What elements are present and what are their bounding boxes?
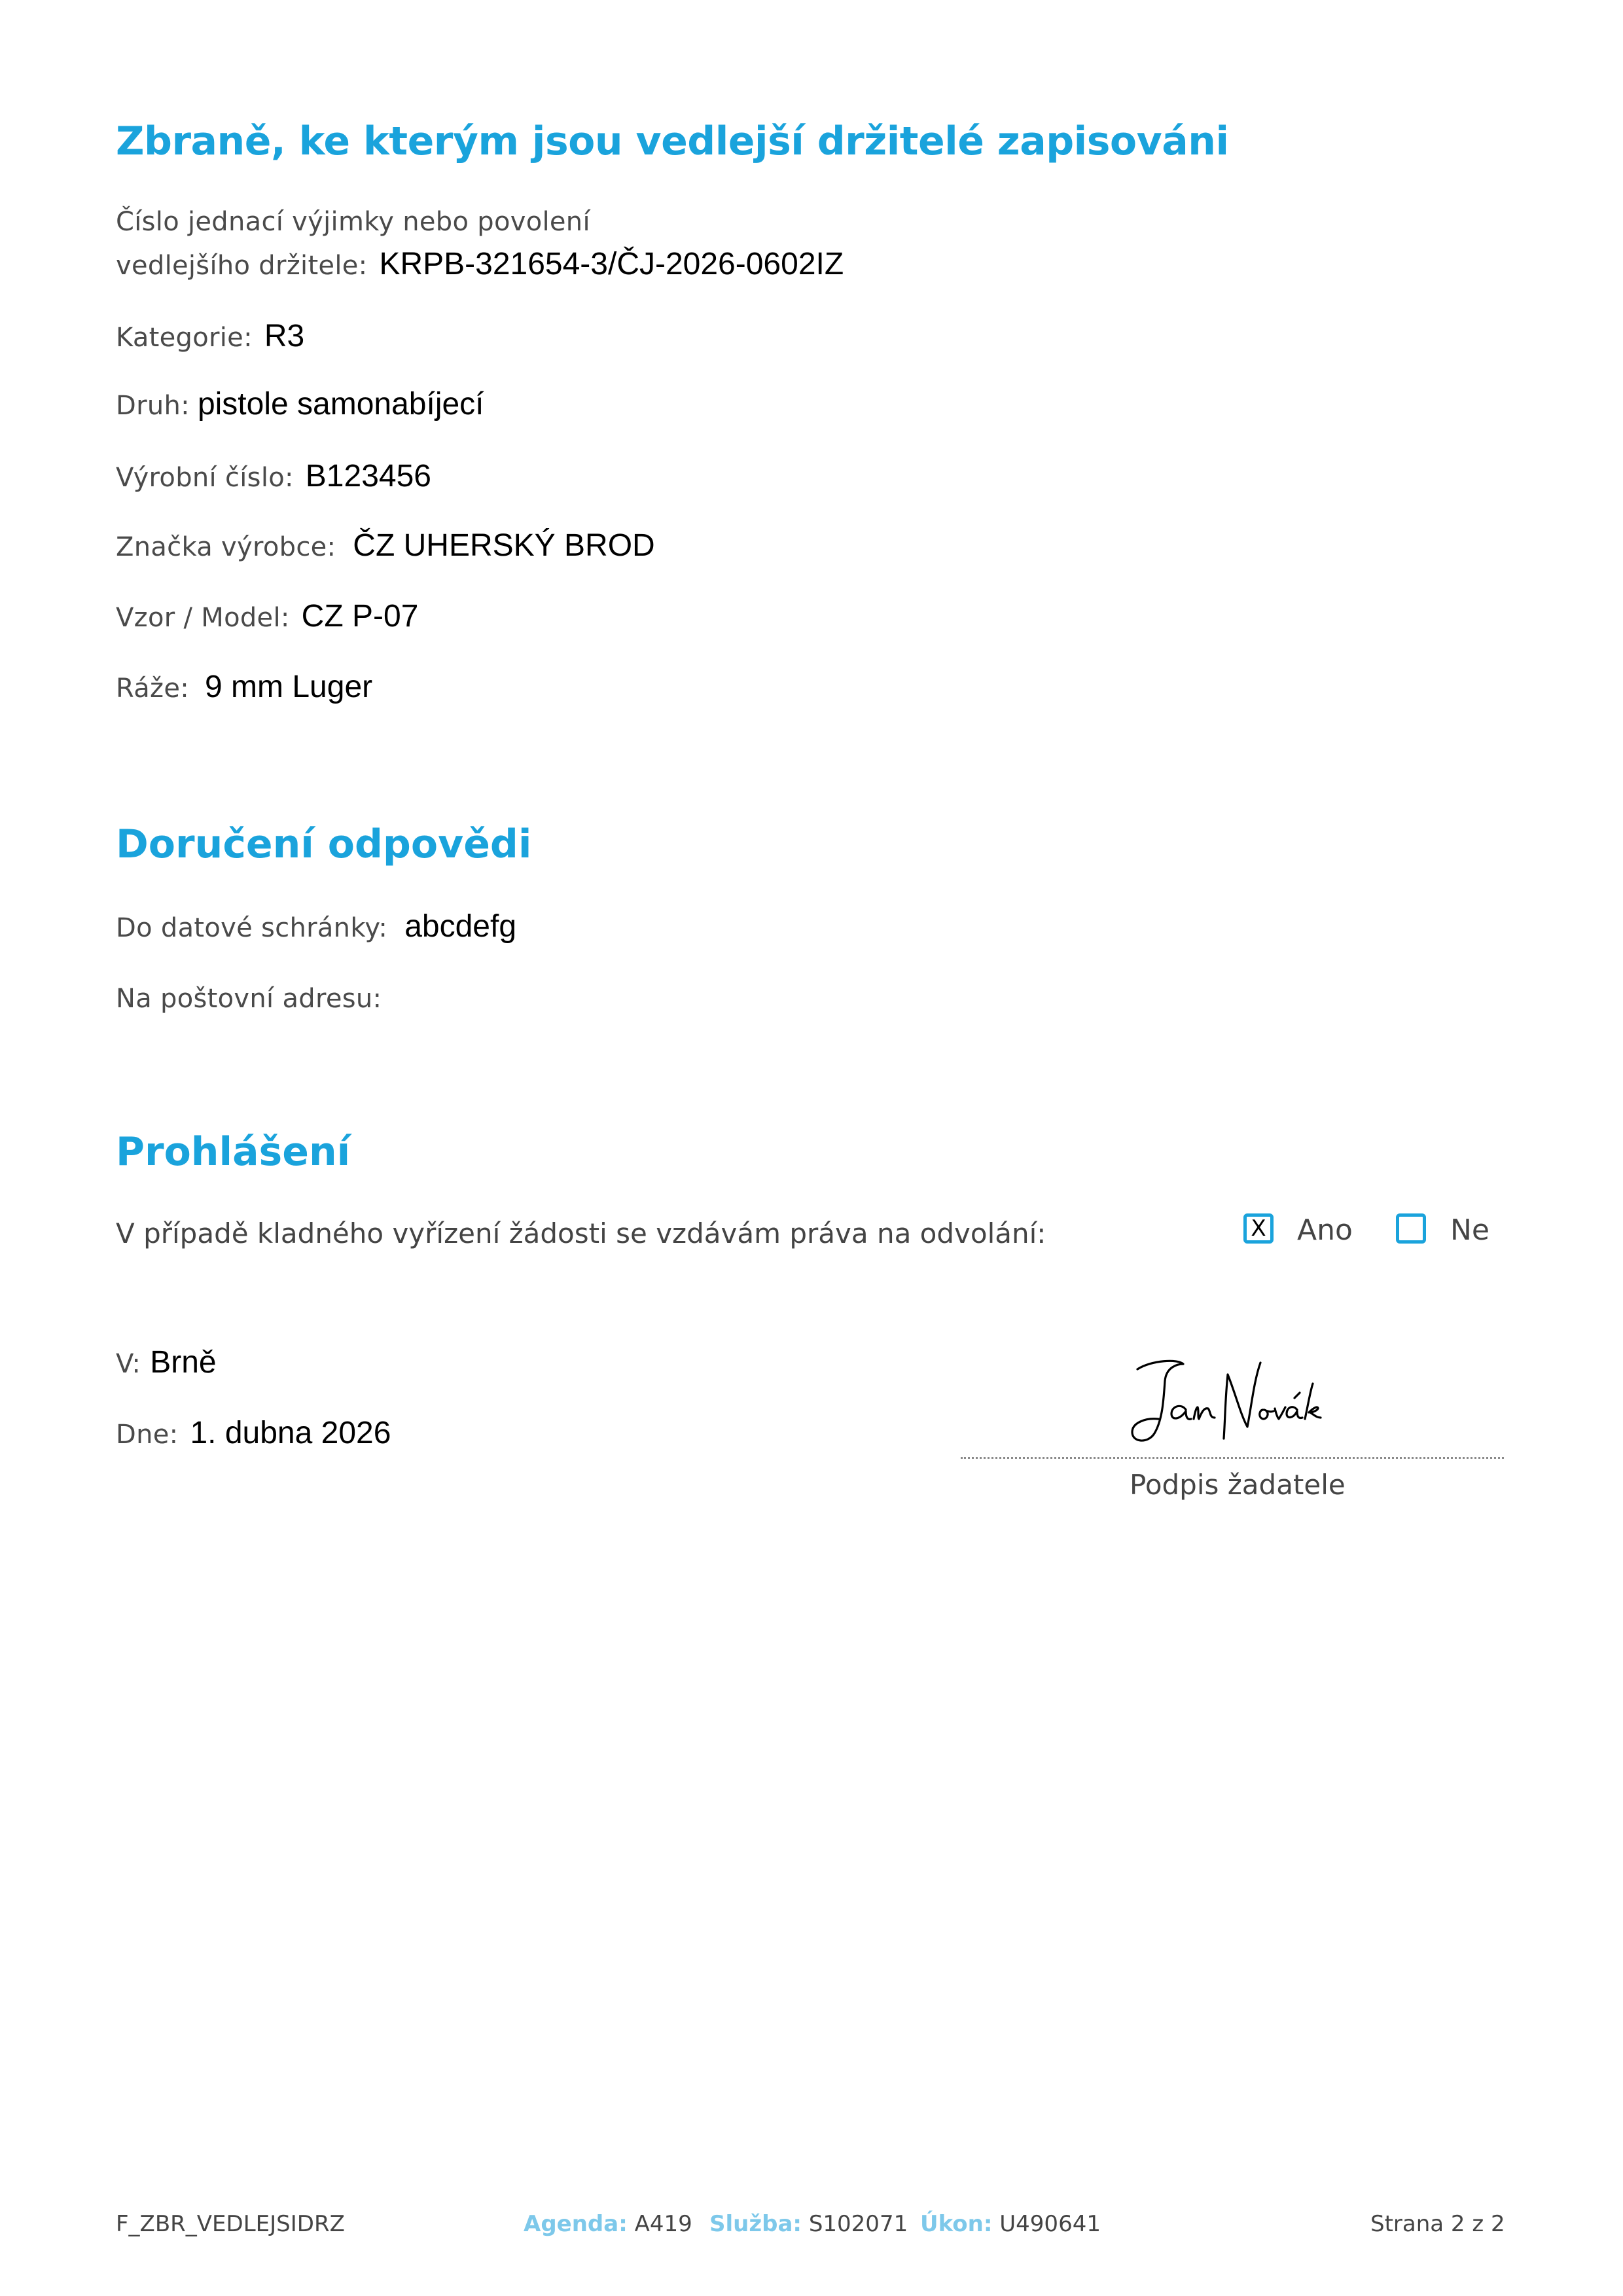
databox-label: Do datové schránky:	[116, 913, 388, 943]
footer-agenda	[524, 2211, 692, 2237]
footer-service	[709, 2211, 908, 2237]
footer-form-code: F_ZBR_VEDLEJSIDRZ	[116, 2211, 345, 2237]
checkbox-no[interactable]	[1396, 1213, 1426, 1244]
maker-label: Značka výrobce:	[116, 532, 336, 562]
category-row	[116, 318, 304, 354]
maker-value: ČZ UHERSKÝ BROD	[353, 528, 655, 563]
type-row	[116, 386, 484, 422]
checkbox-no-label: Ne	[1450, 1213, 1489, 1247]
postal-row	[116, 979, 393, 1015]
serial-label: Výrobní číslo:	[116, 463, 294, 493]
date-value: 1. dubna 2026	[190, 1416, 391, 1450]
footer-page-number: Strana 2 z 2	[1370, 2211, 1505, 2237]
serial-value: B123456	[305, 459, 431, 493]
section-title-delivery: Doručení odpovědi	[116, 821, 532, 867]
footer-service-label: Služba:	[709, 2211, 802, 2237]
databox-value: abcdefg	[404, 909, 517, 944]
footer-agenda-label: Agenda:	[524, 2211, 628, 2237]
footer-agenda-value: A419	[634, 2211, 692, 2237]
place-value: Brně	[150, 1345, 217, 1380]
footer-act-label: Úkon:	[920, 2211, 993, 2237]
category-value: R3	[264, 319, 305, 353]
section-title-declaration: Prohlášení	[116, 1129, 351, 1175]
signature-caption: Podpis žadatele	[1130, 1469, 1346, 1501]
ref-label: vedlejšího držitele:	[116, 251, 368, 281]
date-label: Dne:	[116, 1420, 179, 1450]
model-value: CZ P-07	[301, 599, 419, 634]
footer-service-value: S102071	[808, 2211, 908, 2237]
appeal-waiver-statement: V případě kladného vyřízení žádosti se vzdávám práva na odvolání:	[116, 1217, 1046, 1249]
caliber-label: Ráže:	[116, 673, 190, 704]
postal-label: Na poštovní adresu:	[116, 984, 382, 1014]
place-row	[116, 1344, 217, 1380]
checkbox-yes[interactable]	[1243, 1213, 1274, 1244]
section-title-weapons: Zbraně, ke kterým jsou vedlejší držitelé zapisováni	[116, 118, 1229, 164]
ref-number-row	[116, 246, 844, 282]
signature-image	[1126, 1355, 1322, 1460]
checkbox-yes-mark: X	[1251, 1215, 1266, 1242]
date-row	[116, 1415, 391, 1451]
maker-row	[116, 528, 655, 564]
databox-row	[116, 908, 516, 944]
type-value: pistole samonabíjecí	[197, 387, 484, 422]
place-label: V:	[116, 1349, 141, 1379]
serial-row	[116, 458, 431, 494]
type-label: Druh:	[116, 391, 190, 421]
model-row	[116, 598, 418, 634]
caliber-row	[116, 669, 372, 705]
footer-act-value: U490641	[999, 2211, 1101, 2237]
category-label: Kategorie:	[116, 323, 253, 353]
signature-line	[961, 1457, 1504, 1459]
footer-act	[920, 2211, 1101, 2237]
ref-label-line1: Číslo jednací výjimky nebo povolení	[116, 207, 590, 237]
caliber-value: 9 mm Luger	[205, 670, 373, 704]
ref-value: KRPB-321654-3/ČJ-2026-0602IZ	[379, 247, 844, 281]
checkbox-yes-label: Ano	[1297, 1213, 1353, 1247]
model-label: Vzor / Model:	[116, 603, 290, 633]
